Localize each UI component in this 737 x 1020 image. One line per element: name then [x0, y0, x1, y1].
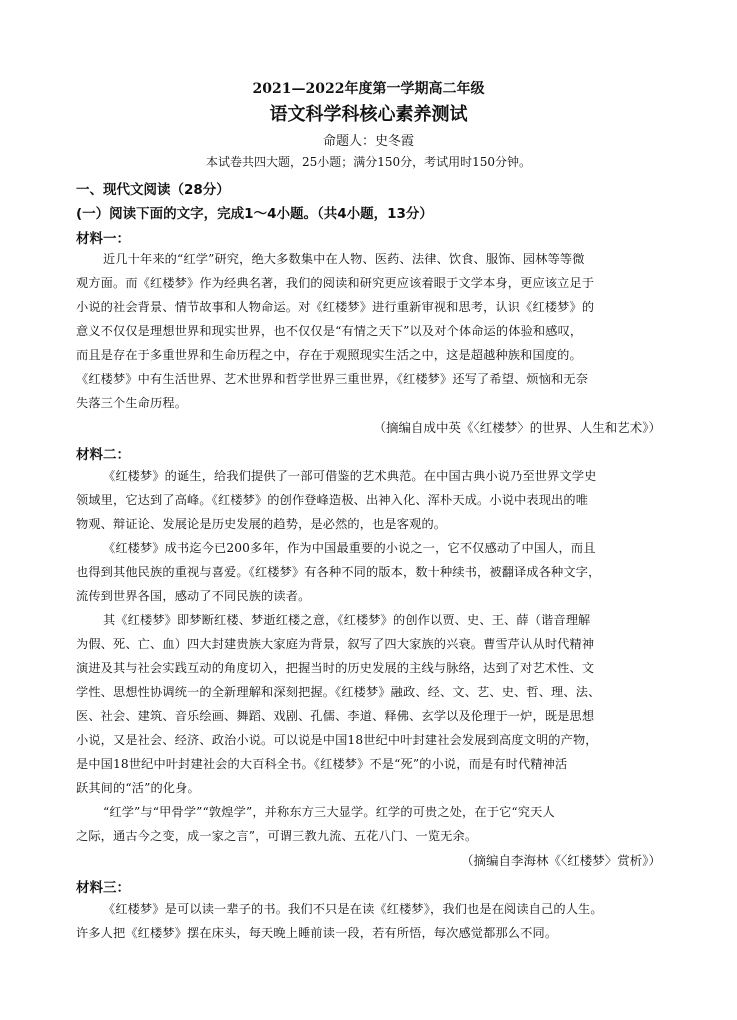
exam-term-title: 2021—2022年度第一学期高二年级 [252, 81, 485, 97]
material-2-line: “红学”与“甲骨学”“敦煌学”，并称东方三大显学。红学的可贵之处，在于它“究天人 [103, 805, 555, 819]
material-2-line: 跃其间的“活”的化身。 [76, 781, 200, 795]
material-1-label: 材料一： [76, 231, 130, 247]
material-3-line: 许多人把《红楼梦》摆在床头，每天晚上睡前读一段，若有所悟，每次感觉都那么不同。 [76, 926, 558, 940]
material-2-source: （摘编自李海林《〈红楼梦〉赏析》） [460, 853, 661, 868]
material-1-line: 观方面。而《红楼梦》作为经典名著，我们的阅读和研究更应该着眼于文学本身，更应该立足于 [76, 276, 595, 290]
material-2-line: 领域里，它达到了高峰。《红楼梦》的创作登峰造极、出神入化、浑朴天成。小说中表现出的唯 [76, 493, 589, 507]
material-2-label: 材料二： [76, 447, 130, 463]
material-2-line: 物观、辩证论、发展论是历史发展的趋势，是必然的，也是客观的。 [76, 517, 447, 531]
material-2-line: 之际，通古今之变，成一家之言”，可谓三教九流、五花八门、一览无余。 [76, 829, 478, 843]
material-2-line: 演进及其与社会实践互动的角度切入，把握当时的历史发展的主线与脉络，达到了对艺术性、文 [76, 661, 595, 675]
material-1-line: 小说的社会背景、情节故事和人物命运。对《红楼梦》进行重新审视和思考，认识《红楼梦》的 [76, 300, 595, 314]
section-heading: 一、现代文阅读（28分） [76, 182, 230, 198]
material-2-line: 医、社会、建筑、音乐绘画、舞蹈、戏剧、孔儒、李道、释佛、玄学以及伦理于一炉，既是思想 [76, 709, 595, 723]
material-2-line: 也得到其他民族的重视与喜爱。《红楼梦》有各种不同的版本，数十种续书，被翻译成各种文字， [76, 565, 601, 579]
material-2-line: 流传到世界各国，感动了不同民族的读者。 [76, 589, 311, 603]
material-2-line: 《红楼梦》的诞生，给我们提供了一部可借鉴的艺术典范。在中国古典小说乃至世界文学史 [103, 469, 597, 483]
material-1-line: 失落三个生命历程。 [76, 396, 188, 410]
material-2-line: 为假、死、亡、血）四大封建贵族大家庭为背景，叙写了四大家族的兴衰。曹雪芹认从时代精神 [76, 637, 595, 651]
material-2-line: 其《红楼梦》即梦断红楼、梦逝红楼之意，《红楼梦》的创作以贾、史、王、薛（谐音理解 [103, 613, 591, 627]
material-1-line: 意义不仅仅是理想世界和现实世界，也不仅仅是“有情之天下”以及对个体命运的体验和感叹， [76, 324, 583, 338]
exam-author: 命题人：史冬霞 [322, 134, 414, 149]
section-sub-heading: (一）阅读下面的文字，完成1～4小题。（共4小题，13分） [76, 206, 433, 222]
exam-note: 本试卷共四大题，25小题；满分150分，考试用时150分钟。 [205, 155, 532, 169]
material-1-line: 而且是存在于多重世界和生命历程之中，存在于观照现实生活之中，这是超越种族和国度的。 [76, 348, 582, 362]
exam-subject-title: 语文科学科核心素养测试 [269, 104, 468, 125]
material-2-line: 小说，又是社会、经济、政治小说。可以说是中国18世纪中叶封建社会发展到高度文明的产物， [76, 733, 598, 747]
material-2-line: 《红楼梦》成书迄今已200多年，作为中国最重要的小说之一，它不仅感动了中国人，而且 [103, 541, 596, 555]
material-2-line: 是中国18世纪中叶封建社会的大百科全书。《红楼梦》不是“死”的小说，而是有时代精神活 [76, 757, 568, 771]
material-1-line: 近几十年来的“红学”研究，绝大多数集中在人物、医药、法律、饮食、服饰、园林等等微 [103, 252, 585, 266]
material-1-line: 《红楼梦》中有生活世界、艺术世界和哲学世界三重世界，《红楼梦》还写了希望、烦恼和无奈 [76, 372, 589, 386]
material-3-label: 材料三： [76, 880, 130, 896]
material-1-source: （摘编自成中英《〈红楼梦〉的世界、人生和艺术》） [373, 420, 661, 435]
material-2-line: 学性、思想性协调统一的全新理解和深刻把握。《红楼梦》融政、经、文、艺、史、哲、理、法、 [76, 685, 601, 699]
material-3-line: 《红楼梦》是可以读一辈子的书。我们不只是在读《红楼梦》，我们也是在阅读自己的人生。 [103, 902, 603, 916]
